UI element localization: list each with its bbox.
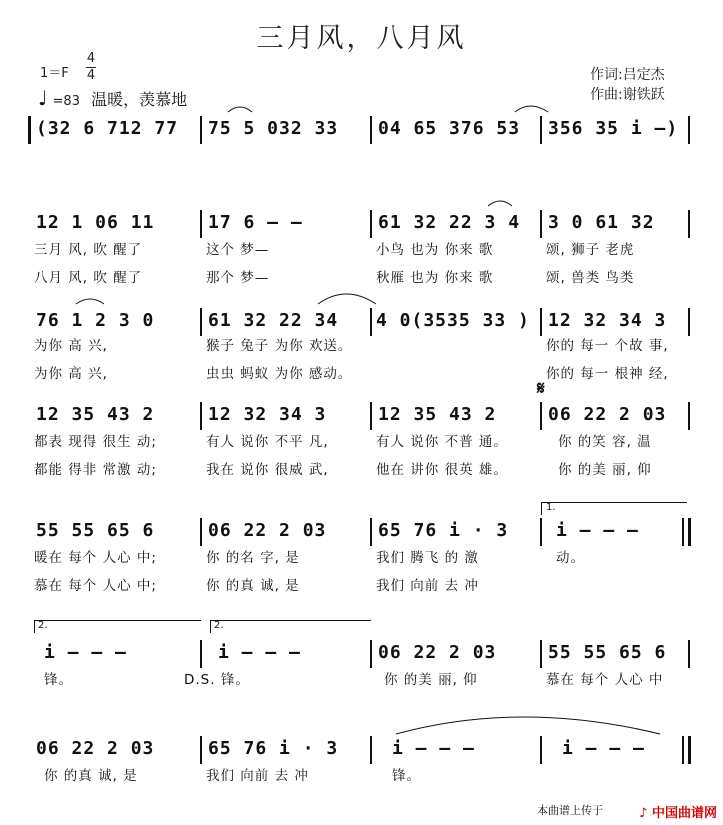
lyric-text: 你 的美 丽, 仰 — [558, 462, 652, 478]
measure: 12 32 34 3 — [208, 404, 327, 425]
measure: 17 6 – – — [208, 212, 303, 233]
measure: 4 0(3535 33 ) — [376, 310, 530, 331]
lyric-text: 我们 向前 去 冲 — [206, 768, 309, 784]
measure: 76 1 2 3 0 — [36, 310, 155, 331]
measure: 12 35 43 2 — [36, 404, 155, 425]
measure: i – – – — [44, 642, 127, 663]
measure: 12 35 43 2 — [378, 404, 497, 425]
slur-mark — [318, 294, 376, 304]
lyricist-credit: 作词:吕定杰 — [590, 67, 665, 83]
lyric-text: 秋雁 也为 你来 歌 — [376, 270, 494, 286]
lyric-text: 小鸟 也为 你来 歌 — [376, 242, 494, 258]
measure: (32 6 712 77 — [36, 118, 179, 139]
lyric-text: 都表 现得 很生 动; — [34, 434, 157, 450]
lyric-text: 那个 梦— — [206, 270, 270, 286]
lyric-text: 颂, 狮子 老虎 — [546, 242, 635, 258]
measure: 12 32 34 3 — [548, 310, 667, 331]
lyric-text: 颂, 兽类 鸟类 — [546, 270, 635, 286]
lyric-text: 锋。 — [44, 672, 73, 688]
lyric-text: 你 的真 诚, 是 — [44, 768, 138, 784]
slur-mark — [396, 717, 660, 734]
upload-note: 本曲谱上传于 — [537, 804, 603, 817]
segno-icon: 𝄋 — [537, 378, 545, 399]
lyric-text: 慕在 每个 人心 中 — [546, 672, 664, 688]
lyric-text: 你 的美 丽, 仰 — [384, 672, 478, 688]
time-sig-denominator: 4 — [86, 68, 96, 83]
measure: i – – – — [392, 738, 475, 759]
measure: 55 55 65 6 — [548, 642, 667, 663]
lyric-text: 你的 每一 根神 经, — [546, 366, 669, 382]
lyric-text: D.S. 锋。 — [184, 672, 250, 688]
composer-credit: 作曲:谢铁跃 — [590, 87, 665, 103]
lyric-text: 为你 高 兴, — [34, 338, 108, 354]
measure: 356 35 i –) — [548, 118, 679, 139]
lyric-text: 有人 说你 不普 通。 — [376, 434, 508, 450]
lyric-text: 锋。 — [392, 768, 421, 784]
lyric-text: 我们 向前 去 冲 — [376, 578, 479, 594]
lyric-text: 猴子 兔子 为你 欢送。 — [206, 338, 353, 354]
lyric-text: 你 的真 诚, 是 — [206, 578, 300, 594]
lyric-text: 慕在 每个 人心 中; — [34, 578, 157, 594]
lyric-text: 我在 说你 很威 武, — [206, 462, 329, 478]
lyric-text: 你的 每一 个故 事, — [546, 338, 669, 354]
lyric-text: 三月 风, 吹 醒了 — [34, 242, 143, 258]
site-name: 中国曲谱网 — [651, 806, 717, 821]
quarter-note-icon: ♩ — [38, 86, 48, 110]
slur-mark — [228, 107, 252, 112]
song-title: 三月风，八月风 — [256, 23, 467, 54]
tempo-expression: 温暖，羡慕地 — [91, 90, 188, 109]
measure: 65 76 i · 3 — [208, 738, 339, 759]
lyric-text: 你 的笑 容, 温 — [558, 434, 652, 450]
lyric-text: 这个 梦— — [206, 242, 270, 258]
measure: 75 5 032 33 — [208, 118, 339, 139]
site-logo[interactable] — [639, 802, 717, 821]
measure: i – – – — [562, 738, 645, 759]
lyric-text: 暖在 每个 人心 中; — [34, 550, 157, 566]
lyric-text: 你 的名 字, 是 — [206, 550, 300, 566]
measure: 04 65 376 53 — [378, 118, 521, 139]
key-label: 1＝F — [40, 66, 69, 81]
measure: 12 1 06 11 — [36, 212, 155, 233]
lyric-text: 动。 — [556, 550, 585, 566]
measure: 61 32 22 3 4 — [378, 212, 521, 233]
lyric-text: 都能 得非 常激 动; — [34, 462, 157, 478]
measure: 65 76 i · 3 — [378, 520, 509, 541]
lyric-text: 八月 风, 吹 醒了 — [34, 270, 143, 286]
lyric-text: 我们 腾飞 的 激 — [376, 550, 479, 566]
time-sig-numerator: 4 — [86, 51, 96, 66]
measure: 3 0 61 32 — [548, 212, 655, 233]
lyric-text: 为你 高 兴, — [34, 366, 108, 382]
measure: i – – – — [218, 642, 301, 663]
measure: 06 22 2 03 — [36, 738, 155, 759]
lyric-text: 有人 说你 不平 凡, — [206, 434, 329, 450]
measure: 06 22 2 03 — [208, 520, 327, 541]
site-logo-icon: ♪ — [639, 806, 648, 821]
lyric-text: 他在 讲你 很英 雄。 — [376, 462, 508, 478]
slur-mark — [488, 201, 512, 206]
measure: 06 22 2 03 — [378, 642, 497, 663]
slur-mark — [515, 106, 548, 112]
lyric-text: 虫虫 蚂蚁 为你 感动。 — [206, 366, 353, 382]
volta-label: 1. — [546, 502, 556, 513]
measure: 61 32 22 34 — [208, 310, 339, 331]
volta-label: 2. — [38, 620, 48, 631]
volta-label: 2. — [214, 620, 224, 631]
measure: 06 22 2 03 — [548, 404, 667, 425]
measure: 55 55 65 6 — [36, 520, 155, 541]
tempo-bpm: =83 — [52, 94, 80, 109]
slur-mark — [76, 299, 104, 304]
measure: i – – – — [556, 520, 639, 541]
